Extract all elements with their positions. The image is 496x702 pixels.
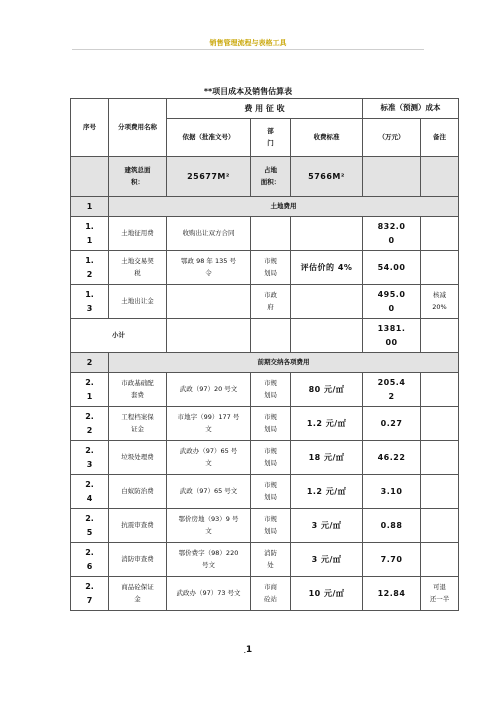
row-basis: 武政办（97）73 号文 xyxy=(167,577,251,611)
subtotal-blank-remark xyxy=(421,319,459,353)
land-area-label: 占地 面积： xyxy=(251,157,291,197)
row-seq: 2. 4 xyxy=(71,475,109,509)
section-name: 土地费用 xyxy=(109,197,459,217)
table-row xyxy=(71,407,459,441)
row-charge: 1.2 元/㎡ xyxy=(291,407,363,441)
row-dept: 市规 划局 xyxy=(251,441,291,475)
row-dept: 市规 划局 xyxy=(251,373,291,407)
table-row xyxy=(71,251,459,285)
build-area-value: 25677M² xyxy=(167,157,251,197)
row-item: 土地征用费 xyxy=(109,217,167,251)
row-charge: 1.2 元/㎡ xyxy=(291,475,363,509)
row-seq: 1. 1 xyxy=(71,217,109,251)
row-basis: 武政（97）65 号文 xyxy=(167,475,251,509)
header-divider xyxy=(72,49,424,50)
row-remark xyxy=(421,509,459,543)
section-number: 1 xyxy=(71,197,109,217)
row-seq: 2. 6 xyxy=(71,543,109,577)
section-name: 前期交纳各项费用 xyxy=(109,353,459,373)
row-seq: 1. 2 xyxy=(71,251,109,285)
row-dept: 市规 划局 xyxy=(251,475,291,509)
row-basis: 市地字（99）177 号 文 xyxy=(167,407,251,441)
table-row xyxy=(71,373,459,407)
table-row xyxy=(71,577,459,611)
document-title: **项目成本及销售估算表 xyxy=(203,87,293,96)
row-amount: 7.70 xyxy=(363,543,421,577)
table-body xyxy=(71,99,459,611)
land-area-value: 5766M² xyxy=(291,157,363,197)
row-seq: 2. 5 xyxy=(71,509,109,543)
row-item: 土地出让金 xyxy=(109,285,167,319)
row-seq: 1. 3 xyxy=(71,285,109,319)
row-item: 垃圾处理费 xyxy=(109,441,167,475)
row-amount: 832.0 0 xyxy=(363,217,421,251)
page-mark: . xyxy=(243,649,246,655)
row-charge: 80 元/㎡ xyxy=(291,373,363,407)
row-charge: 10 元/㎡ xyxy=(291,577,363,611)
page-header: 销售管理流程与表格工具 xyxy=(209,39,287,47)
row-seq: 2. 3 xyxy=(71,441,109,475)
table-row xyxy=(71,441,459,475)
row-item: 消防审查费 xyxy=(109,543,167,577)
table-row xyxy=(71,217,459,251)
row-amount: 54.00 xyxy=(363,251,421,285)
row-basis xyxy=(167,285,251,319)
page-number xyxy=(0,645,496,655)
head-dept: 部 门 xyxy=(251,119,291,157)
row-amount: 3.10 xyxy=(363,475,421,509)
row-remark xyxy=(421,373,459,407)
row-charge xyxy=(291,285,363,319)
row-seq: 2. 2 xyxy=(71,407,109,441)
row-dept: 市商 砼站 xyxy=(251,577,291,611)
row-item: 市政基础配 套费 xyxy=(109,373,167,407)
info-blank xyxy=(71,157,109,197)
subtotal-value: 1381. 00 xyxy=(363,319,421,353)
row-seq: 2. 1 xyxy=(71,373,109,407)
subtotal-blank-charge xyxy=(291,319,363,353)
row-remark xyxy=(421,217,459,251)
table-row xyxy=(71,285,459,319)
section-number: 2 xyxy=(71,353,109,373)
subtotal-blank-basis xyxy=(167,319,251,353)
head-amount: （万元） xyxy=(363,119,421,157)
row-amount: 46.22 xyxy=(363,441,421,475)
section-header-row xyxy=(71,353,459,373)
head-seq: 序号 xyxy=(71,99,109,157)
build-area-label: 建筑总面 积： xyxy=(109,157,167,197)
row-basis: 武政（97）20 号文 xyxy=(167,373,251,407)
table-row xyxy=(71,543,459,577)
row-item: 抗震审查费 xyxy=(109,509,167,543)
page-number-text: 1 xyxy=(245,645,253,655)
row-basis: 鄂价费字（98）220 号文 xyxy=(167,543,251,577)
row-charge: 18 元/㎡ xyxy=(291,441,363,475)
row-remark xyxy=(421,251,459,285)
table-row xyxy=(71,475,459,509)
row-charge: 3 元/㎡ xyxy=(291,509,363,543)
subtotal-blank-dept xyxy=(251,319,291,353)
row-dept: 市规 划局 xyxy=(251,407,291,441)
row-remark xyxy=(421,475,459,509)
info-blank-2 xyxy=(363,157,421,197)
row-item: 商品砼保证 金 xyxy=(109,577,167,611)
cost-estimate-table xyxy=(70,98,459,611)
row-remark xyxy=(421,441,459,475)
row-item: 工程档案保 证金 xyxy=(109,407,167,441)
row-amount: 205.4 2 xyxy=(363,373,421,407)
row-dept xyxy=(251,217,291,251)
head-basis: 依据（批准文号） xyxy=(167,119,251,157)
row-amount: 0.88 xyxy=(363,509,421,543)
table-row xyxy=(71,509,459,543)
head-fee-group: 费 用 征 收 xyxy=(167,99,363,119)
head-charge-std: 收费标准 xyxy=(291,119,363,157)
row-item: 土地交易契 税 xyxy=(109,251,167,285)
row-basis: 收购出让双方合同 xyxy=(167,217,251,251)
subtotal-label: 小计 xyxy=(71,319,167,353)
row-amount: 495.0 0 xyxy=(363,285,421,319)
head-std-group: 标准（预测）成本 xyxy=(363,99,459,119)
row-dept: 消防 处 xyxy=(251,543,291,577)
row-item: 白蚁防治费 xyxy=(109,475,167,509)
row-charge: 评估价的 4% xyxy=(291,251,363,285)
subtotal-row xyxy=(71,319,459,353)
row-basis: 武政办（97）65 号 文 xyxy=(167,441,251,475)
row-dept: 市规 划局 xyxy=(251,251,291,285)
row-charge: 3 元/㎡ xyxy=(291,543,363,577)
row-remark xyxy=(421,407,459,441)
row-amount: 0.27 xyxy=(363,407,421,441)
row-dept: 市政 府 xyxy=(251,285,291,319)
head-item: 分项费用名称 xyxy=(109,99,167,157)
row-remark: 可退 还一半 xyxy=(421,577,459,611)
row-amount: 12.84 xyxy=(363,577,421,611)
row-seq: 2. 7 xyxy=(71,577,109,611)
row-remark xyxy=(421,543,459,577)
row-basis: 鄂政 98 年 135 号 令 xyxy=(167,251,251,285)
head-remark: 备注 xyxy=(421,119,459,157)
info-blank-3 xyxy=(421,157,459,197)
section-header-row xyxy=(71,197,459,217)
row-charge xyxy=(291,217,363,251)
row-basis: 鄂价房地（93）9 号 文 xyxy=(167,509,251,543)
row-remark: 核减 20% xyxy=(421,285,459,319)
row-dept: 市规 划局 xyxy=(251,509,291,543)
